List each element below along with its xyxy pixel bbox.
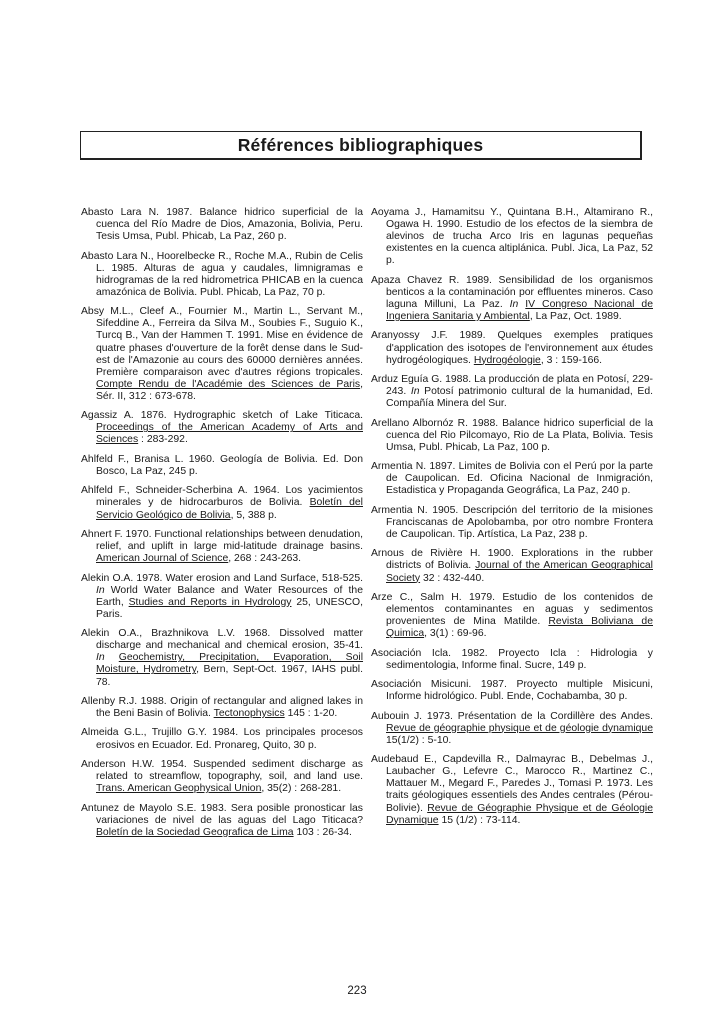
reference-text: Abasto Lara N. 1987. Balance hidrico superficial de la cuenca del Río Madre de Dios, Amazonia, Bolivia, Peru. Tesis Umsa, Publ. Phicab, La Paz, 260 p. <box>81 207 363 243</box>
page-title: Références bibliographiques <box>237 134 484 155</box>
reference-entry <box>81 759 363 795</box>
reference-text: World Water Balance and Water Resources of the Earth, <box>96 584 363 608</box>
reference-text: Ahlfeld F., Schneider-Scherbina A. 1964. Los yacimientos minerales y de hidrocarburos de Bolivia. <box>81 485 363 509</box>
reference-text: 32 : 432-440. <box>420 572 485 584</box>
reference-source-title: Revista Boliviana de Quimica <box>386 616 653 640</box>
reference-text: Ahnert F. 1970. Functional relationships between denudation, relief, and uplift in large mid-latitude drainage basins. <box>81 528 363 553</box>
reference-text: 15(1/2) : 5-10. <box>386 734 452 746</box>
reference-text: Arze C., Salm H. 1979. Estudio de los contenidos de elementos contaminantes en aguas y sedimentos provenientes de Mina Matilde. <box>371 591 653 628</box>
reference-text: Absy M.L., Cleef A., Fournier M., Martin L., Servant M., Sifeddine A., Ferreira da Silva M., Soubies F., Suguio K., Turcq B., Van der Hammen T. 1991. Mise en évidence de quatre phases d'ouverture de la forêt dense dans le Sud-est de l'Amazonie au cours des 60000 dernières années. Première comparaison avec d'autres régions tropicales. <box>81 306 363 378</box>
reference-text: , Bern, Sept-Oct. 1967, IAHS publ. 78. <box>96 664 364 688</box>
reference-source-title: Boletín de la Sociedad Geografica de Lima <box>96 826 294 838</box>
reference-text: Audebaud E., Capdevilla R., Dalmayrac B., Debelmas J., Laubacher G., Lefevre C., Marocco R., Martinez C., Mattauer M., Megard F., Paredes J., Tomasi P. 1973. Les traits géologiques essentiels des Andes centrales (Pérou-Bolivie). <box>371 754 653 814</box>
reference-text: Asociación Misicuni. 1987. Proyecto multiple Misicuni, Informe hidrológico. Publ. Ende, Cochabamba, 30 p. <box>371 679 653 703</box>
reference-entry <box>371 374 653 410</box>
reference-entry <box>371 648 653 672</box>
reference-entry <box>371 548 653 584</box>
reference-entry <box>371 461 653 497</box>
reference-text: : 283-292. <box>138 434 188 446</box>
reference-text: Aranyossy J.F. 1989. Quelques exemples pratiques d'application des isotopes de l'environnement aux études hydrogéologiques. <box>371 330 653 366</box>
reference-text: Alekin O.A., Brazhnikova L.V. 1968. Dissolved matter discharge and mechanical and chemical erosion, 35-41. <box>81 628 363 652</box>
reference-text: 15 (1/2) : 73-114. <box>438 814 521 826</box>
reference-entry <box>371 592 653 640</box>
reference-text: Potosí patrimonio cultural de la humanidad, Ed. Compañía Minera del Sur. <box>386 386 653 410</box>
reference-entry <box>81 207 363 243</box>
reference-source-title: Tectonophysics <box>213 708 285 720</box>
reference-entry <box>371 505 653 541</box>
reference-text: Antunez de Mayolo S.E. 1983. Sera posible pronosticar las variaciones de nivel de las aguas del Lago Titicaca? <box>81 802 363 826</box>
reference-entry <box>81 727 363 751</box>
reference-in-marker: In <box>96 584 105 596</box>
reference-text: Abasto Lara N., Hoorelbecke R., Roche M.A., Rubin de Celis L. 1985. Alturas de agua y caudales, limnigramas e hidrogramas de la red hidrometrica PHICAB en la cuenca amazónica de Bolivia. Publ. Phicab, La Paz, 70 p. <box>81 250 363 298</box>
reference-text: Alekin O.A. 1978. Water erosion and Land Surface, 518-525. <box>81 572 363 584</box>
page-number: 223 <box>347 985 367 997</box>
reference-text: Anderson H.W. 1954. Suspended sediment discharge as related to streamflow, topography, soil, and land use. <box>81 758 363 783</box>
reference-text: Agassiz A. 1876. Hydrographic sketch of Lake Titicaca. <box>81 410 363 422</box>
reference-text: Almeida G.L., Trujillo G.Y. 1984. Los principales procesos erosivos en Ecuador. Ed. Pronareg, Quito, 30 p. <box>81 727 363 751</box>
reference-entry <box>81 628 363 688</box>
right-column <box>371 207 653 834</box>
reference-text: 103 : 26-34. <box>293 826 352 838</box>
reference-source-title: Boletín del Servicio Geológico de Bolivia <box>96 497 363 521</box>
reference-source-title: Journal of the American Geographical Society <box>386 560 653 584</box>
reference-text: Armentia N. 1905. Descripción del territorio de la misiones Franciscanas de Apolobamba, por otro nombre Frontera de Caupolican. Tip. Artística, La Paz, 238 p. <box>371 504 653 540</box>
reference-entry <box>81 573 363 621</box>
reference-text: Aoyama J., Hamamitsu Y., Quintana B.H., Altamirano R., Ogawa H. 1990. Estudio de los efectos de la siembra de alevinos de trucha Arco Iris en lagunas pequeñas existentes en la cuenca altiplánica. Publ. Jica, La Paz, 52 p. <box>371 207 653 267</box>
reference-text: Armentia N. 1897. Limites de Bolivia con el Perú por la parte de Caupolican. Ed. Oficina Nacional de Inmigración, Estadistica y Propaganda Geográfica, La Paz, 240 p. <box>371 461 653 497</box>
reference-entry <box>371 679 653 703</box>
reference-text: , 5, 388 p. <box>230 509 277 521</box>
reference-text: Apaza Chavez R. 1989. Sensibilidad de los organismos benticos a la contaminación por effluentes mineros. Caso laguna Milluni, La Paz. <box>371 274 653 310</box>
reference-entry <box>81 529 363 565</box>
reference-text: , 3(1) : 69-96. <box>424 628 487 640</box>
reference-entry <box>371 330 653 366</box>
reference-source-title: Studies and Reports in Hydrology <box>128 596 292 608</box>
reference-text: , Sér. II, 312 : 673-678. <box>96 378 363 402</box>
reference-text: Allenby R.J. 1988. Origin of rectangular and aligned lakes in the Beni Basin of Bolivia. <box>81 695 363 720</box>
reference-entry <box>371 275 653 323</box>
reference-text: , 268 : 243-263. <box>228 553 302 565</box>
reference-source-title: Trans. American Geophysical Union <box>96 783 262 795</box>
title-box <box>80 131 642 160</box>
reference-text: Arduz Eguía G. 1988. La producción de plata en Potosí, 229-243. <box>371 374 653 398</box>
reference-text: Ahlfeld F., Branisa L. 1960. Geología de Bolivia. Ed. Don Bosco, La Paz, 245 p. <box>81 453 363 477</box>
reference-entry <box>371 418 653 454</box>
reference-text: Asociación Icla. 1982. Proyecto Icla : Hidrologia y sedimentologia, Informe final. Sucre, 149 p. <box>371 647 653 671</box>
reference-entry <box>371 207 653 267</box>
reference-text: 145 : 1-20. <box>284 708 338 720</box>
reference-in-marker: In <box>509 298 519 310</box>
reference-source-title: Revue de géographie physique et de géologie dynamique <box>386 722 653 734</box>
reference-text: Arellano Albornóz R. 1988. Balance hidrico superficial de la cuenca del Rio Pilcomayo, Rio de La Plata, Bolivia. Tesis Umsa, Publ. Phicab, La Paz, 100 p. <box>371 417 653 453</box>
reference-source-title: Proceedings of the American Academy of Arts and Sciences <box>96 422 363 446</box>
reference-text: Arnous de Rivière H. 1900. Explorations in the rubber districts of Bolivia. <box>371 548 653 572</box>
reference-text: , 3 : 159-166. <box>540 354 603 366</box>
reference-text: , 35(2) : 268-281. <box>261 783 342 795</box>
reference-text: 25, UNESCO, Paris. <box>96 596 364 620</box>
reference-entry <box>371 754 653 827</box>
reference-entry <box>81 306 363 403</box>
reference-source-title: Geochemistry, Precipitation, Evaporation, Soil Moisture, Hydrometry <box>96 652 364 676</box>
reference-text <box>105 652 119 663</box>
reference-text: , La Paz, Oct. 1989. <box>529 311 622 323</box>
reference-entry <box>371 711 653 747</box>
reference-in-marker: In <box>96 652 105 664</box>
reference-source-title: Compte Rendu de l'Académie des Sciences de Paris <box>96 378 361 390</box>
reference-text: Aubouin J. 1973. Présentation de la Cordillère des Andes. <box>371 710 653 722</box>
reference-entry <box>81 251 363 299</box>
reference-entry <box>81 696 363 720</box>
reference-entry <box>81 803 363 839</box>
reference-entry <box>81 485 363 521</box>
reference-in-marker: In <box>410 386 420 398</box>
reference-entry <box>81 410 363 446</box>
reference-source-title: IV Congreso Nacional de Ingeniera Sanitaria y Ambiental <box>386 298 653 323</box>
reference-entry <box>81 454 363 478</box>
reference-source-title: Hydrogéologie <box>473 354 541 366</box>
reference-source-title: Revue de Géographie Physique et de Géologie Dynamique <box>386 802 654 826</box>
reference-source-title: American Journal of Science <box>96 553 229 565</box>
left-column <box>81 207 363 846</box>
